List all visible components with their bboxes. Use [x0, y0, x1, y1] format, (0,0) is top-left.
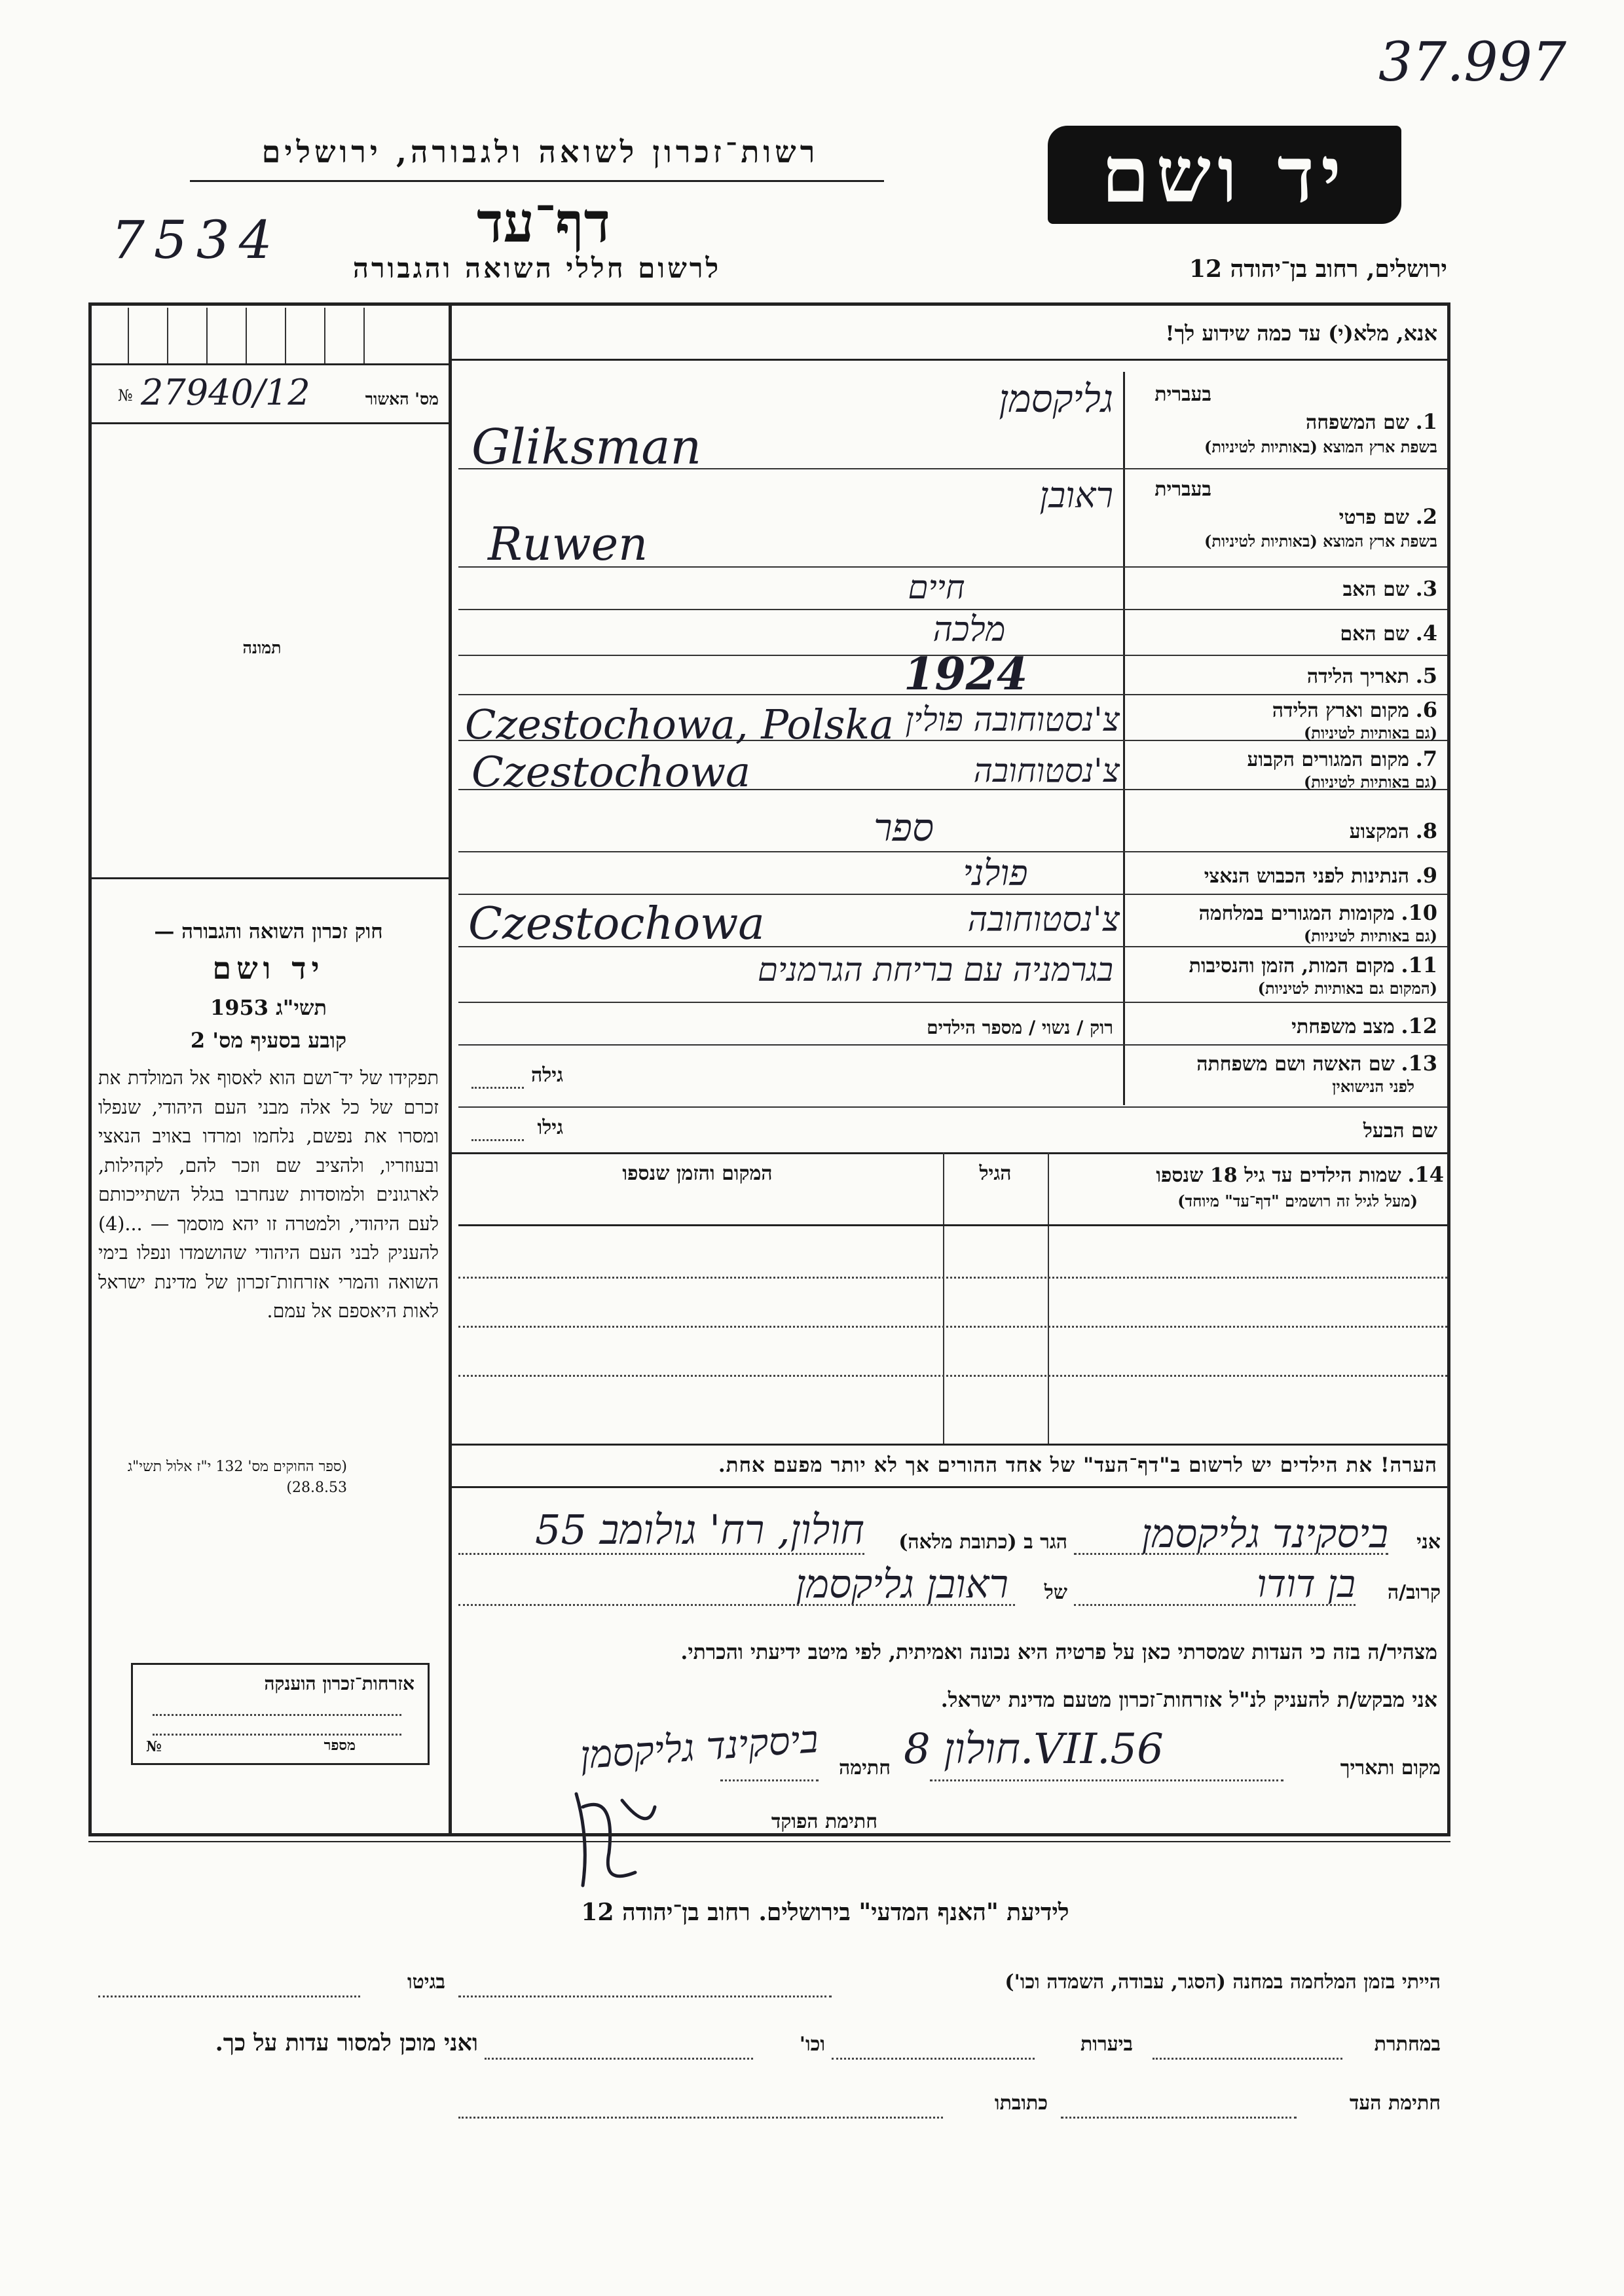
- approval-number: 27940/12: [141, 372, 310, 413]
- intro-text: אנא, מלא(י) עד כמה שידוע לך!: [1165, 321, 1437, 346]
- frame-bottom: [88, 1833, 1450, 1836]
- note-line: [452, 1486, 1449, 1488]
- firstname-hebrew-value: ראובן: [1039, 475, 1113, 516]
- frame-right: [1447, 302, 1450, 1834]
- footer-address-label: כתובתו: [994, 2092, 1048, 2115]
- declaration-line1: מצהיר/ה בזה כי העדות שמסרתי כאן על פרטיה היא נכונה ואמיתית, לפי מיטב ידיעתי והכרתי.: [680, 1640, 1437, 1664]
- field-2-sub: בשפת ארץ המוצא (באותיות לטיניות): [1204, 532, 1437, 551]
- field-3-label-text: שם האב: [1342, 578, 1410, 601]
- row-line: [458, 1106, 1447, 1108]
- wartime-residence-latin-value: Czestochowa: [468, 898, 765, 950]
- mother-name-value: מלכה: [932, 610, 1006, 649]
- field-1-label-text: שם המשפחה: [1306, 411, 1410, 434]
- footer-underground-label: במחתרת: [1374, 2033, 1441, 2056]
- birthplace-latin-value: Czestochowa, Polska: [465, 701, 894, 748]
- citizenship-title: אזרחות־זכרון הוענקה: [264, 1673, 415, 1694]
- footer-testimony: ואני מוכן למסור עדות על כך.: [215, 2030, 478, 2056]
- field-5-label-text: תאריך הלידה: [1306, 665, 1410, 688]
- children-sub: (מעל לגיל זה רושמים "דף־עד" מיוחד): [1177, 1192, 1418, 1211]
- field-13-label: [1133, 1051, 1437, 1076]
- field-13-dots: [471, 1087, 524, 1089]
- deceased-name: ראובן גליקסמן: [796, 1561, 1008, 1607]
- field-10-sub: (גם באותיות לטיניות): [1303, 926, 1437, 945]
- husband-label: שם הבעל: [1363, 1120, 1437, 1142]
- field-7-num: 7.: [1415, 746, 1437, 771]
- photo-box-bottom: [92, 877, 449, 879]
- tick: [206, 308, 208, 363]
- field-12-label-text: מצב משפחתי: [1291, 1015, 1395, 1038]
- address-dots: [458, 1553, 864, 1555]
- file-number: 7534: [111, 210, 282, 270]
- logo-text: יד ושם: [1101, 129, 1348, 220]
- field-12-label: [1133, 1013, 1437, 1038]
- field-13-sub: לפני הנישואין: [1332, 1077, 1414, 1096]
- row-line: [458, 1044, 1447, 1046]
- field-6-label: [1133, 697, 1437, 722]
- signature-value: ביסקינד גליקסמן: [578, 1716, 820, 1778]
- field-5-num: 5.: [1415, 663, 1437, 688]
- field-4-label: [1133, 621, 1437, 646]
- approval-label: מס' האשור: [365, 390, 439, 409]
- signature-label: חתימה: [839, 1757, 891, 1779]
- surname-hebrew-value: גליקסמן: [999, 376, 1113, 421]
- residence-hebrew-value: צ'נסטוחובה: [973, 752, 1120, 790]
- place-date-dots: [930, 1779, 1283, 1781]
- footer-forests-label: ביערות: [1080, 2033, 1133, 2056]
- footer-ghetto-label: בגיטו: [407, 1971, 445, 1994]
- field-8-num: 8.: [1415, 818, 1437, 843]
- citizenship-dots: [153, 1714, 401, 1716]
- tick: [324, 308, 325, 363]
- tick: [285, 308, 286, 363]
- law-body: תפקידו של יד־ושם הוא לאסוף אל המולדת את זכרם של כל אלה מבני העם היהודי, שנפלו ומסרו את נפשם, נלחמו ומרדו באויב הנאצי ובעוזריו, ולהציב שם וזכר להם, לקהילות, לארגונים ולמוסדות שנחרבו בגלל השתייכותם לעם היהודי, ולמטרה זו יהא מוסמך — ...(4) להעניק לבני העם היהודי שהושמדו ונפלו בימי השואה והמרי אזרחות־זכרון של מדינת ישראל לאות היאספם אל עמם.: [98, 1067, 439, 1322]
- field-9-label-text: הנתינות לפני הכבוש הנאצי: [1204, 865, 1410, 888]
- citizenship-dots: [153, 1734, 401, 1736]
- field-8-label: [1133, 818, 1437, 843]
- field-2-num: 2.: [1415, 504, 1437, 529]
- surname-latin-value: Gliksman: [471, 419, 702, 475]
- declaration-ani: אני: [1416, 1531, 1441, 1554]
- deceased-dots: [458, 1604, 1015, 1606]
- children-row-line: [458, 1326, 1447, 1328]
- declarant-name: ביסקינד גליקסמן: [1141, 1511, 1388, 1557]
- law-year: תשי"ג 1953: [210, 995, 327, 1020]
- occupation-value: ספר: [874, 805, 934, 850]
- header-address: ירושלים, רחוב בן־יהודה 12: [1189, 255, 1447, 283]
- field-9-num: 9.: [1415, 863, 1437, 888]
- intro-line: [452, 359, 1449, 361]
- field-3-label: [1133, 576, 1437, 601]
- declarant-dots: [1074, 1553, 1388, 1555]
- field-7-label-text: מקום המגורים הקבוע: [1247, 748, 1410, 771]
- field-6-label-text: מקום וארץ הלידה: [1272, 699, 1410, 722]
- field-9-label: [1133, 863, 1437, 888]
- field-4-num: 4.: [1415, 621, 1437, 646]
- children-col-place: המקום והזמן שנספו: [622, 1162, 773, 1185]
- place-date-value: חולון 8.VII.56: [904, 1725, 1164, 1774]
- husband-dots: [471, 1139, 524, 1141]
- label-col-divider: [1123, 372, 1125, 1105]
- field-7-sub: (גם באותיות לטיניות): [1303, 773, 1437, 792]
- firstname-latin-value: Ruwen: [488, 517, 648, 571]
- field-10-label-text: מקומות המגורים במלחמה: [1198, 902, 1395, 925]
- declaration-relative: קרוב/ה: [1387, 1581, 1441, 1604]
- declaration-resides: הגר ב (כתובת מלאה): [898, 1531, 1067, 1554]
- children-note: הערה! את הילדים יש לרשום ב"דף־העד" של אחד ההורים אך לא יותר מפעם אחת.: [718, 1453, 1437, 1477]
- field-11-sub: (המקום גם באותיות לטיניות): [1257, 979, 1437, 998]
- children-header-line: [458, 1224, 1447, 1226]
- children-col-divider: [943, 1152, 944, 1444]
- marital-status-options: רוק / נשוי / מספר הילדים: [927, 1017, 1113, 1038]
- footer-camp-text: הייתי בזמן המלחמה במחנה (הסגר, עבודה, השמדה וכו'): [1005, 1971, 1441, 1994]
- form-subtitle: לרשום חללי השואה והגבורה: [352, 252, 722, 284]
- field-12-num: 12.: [1401, 1013, 1437, 1038]
- signature-dots: [720, 1779, 819, 1781]
- footer-etc-dots: [485, 2058, 753, 2060]
- tick: [363, 308, 365, 363]
- field-5-label: [1133, 663, 1437, 688]
- left-col-divider: [449, 302, 452, 1834]
- footer-ghetto-dots: [98, 1995, 360, 1997]
- children-col-divider: [1048, 1152, 1049, 1444]
- children-col-age: הגיל: [979, 1162, 1012, 1185]
- children-title-text: שמות הילדים עד גיל 18 שנספו: [1156, 1164, 1401, 1187]
- field-6-num: 6.: [1415, 697, 1437, 722]
- footer-etc-label: וכו': [799, 2033, 825, 2056]
- children-title: [1051, 1162, 1444, 1187]
- officer-signature-mark: [563, 1781, 668, 1899]
- row-line: [458, 1002, 1447, 1003]
- residence-latin-value: Czestochowa: [471, 748, 751, 797]
- officer-label: חתימת הפוקד: [771, 1810, 877, 1833]
- frame-bottom-2: [88, 1841, 1450, 1842]
- field-1-num: 1.: [1415, 409, 1437, 434]
- field-11-label-text: מקום המות, הזמן והנסיבות: [1189, 955, 1395, 977]
- frame-left: [88, 302, 92, 1834]
- photo-label: תמונה: [242, 638, 282, 657]
- children-table-bottom: [452, 1444, 1449, 1446]
- citizenship-value: פולני: [963, 852, 1028, 894]
- declaration-shel: של: [1044, 1581, 1067, 1604]
- field-1-sub: בשפת ארץ המוצא (באותיות לטיניות): [1204, 437, 1437, 456]
- footer-camp-dots: [458, 1995, 832, 1997]
- footer-title: לידיעת "האנף המדעי" בירושלים. רחוב בן־יהודה 12: [581, 1899, 1069, 1926]
- footer-address-dots: [458, 2117, 943, 2119]
- logo: [1048, 126, 1401, 224]
- field-8-label-text: המקצוע: [1349, 820, 1410, 843]
- field-4-label-text: שם האם: [1340, 623, 1410, 646]
- row-line-heavy: [452, 1152, 1449, 1154]
- field-13-age-tag: גילה: [530, 1064, 563, 1087]
- husband-age-tag: גילו: [537, 1116, 563, 1139]
- field-3-num: 3.: [1415, 576, 1437, 601]
- tick: [128, 308, 129, 363]
- approval-box-bottom: [92, 422, 449, 424]
- row-line: [458, 894, 1447, 895]
- frame-top: [88, 302, 1450, 306]
- death-circumstances-value: בגרמניה עם בריחת הגרמנים: [757, 951, 1113, 989]
- field-2-heb-tag: בעברית: [1154, 478, 1211, 501]
- children-num: 14.: [1407, 1162, 1444, 1187]
- title-underline: [190, 180, 884, 182]
- declaration-line2: אני מבקש/ת להעניק לנ"ל אזרחות־זכרון מטעם מדינת ישראל.: [940, 1688, 1437, 1712]
- approval-no-sign: №: [118, 386, 133, 405]
- footer-witness-signature-label: חתימת העד: [1349, 2092, 1441, 2115]
- field-2-label-text: שם פרטי: [1338, 506, 1410, 529]
- field-1-label: [1133, 409, 1437, 434]
- field-10-label: [1133, 900, 1437, 925]
- form-title: דף־עד: [476, 190, 610, 255]
- children-row-line: [458, 1277, 1447, 1279]
- place-date-label: מקום ותאריך: [1340, 1757, 1441, 1779]
- field-7-label: [1133, 746, 1437, 771]
- law-name: יד ושם: [212, 951, 325, 986]
- citizenship-box: [131, 1663, 430, 1765]
- declarant-address: חולון, רח' גולומב 55: [535, 1506, 864, 1554]
- footer-underground-dots: [1153, 2058, 1342, 2060]
- field-2-label: [1133, 504, 1437, 529]
- birth-date-value: 1924: [904, 648, 1028, 701]
- father-name-value: חיים: [908, 568, 965, 606]
- field-11-label: [1133, 953, 1437, 977]
- field-11-num: 11.: [1401, 953, 1437, 977]
- wartime-residence-hebrew-value: צ'נסטוחובה: [967, 900, 1120, 939]
- field-1-heb-tag: בעברית: [1154, 383, 1211, 406]
- relation-value: בן דודו: [1257, 1561, 1356, 1606]
- children-row-line: [458, 1375, 1447, 1377]
- footer-witness-dots: [1061, 2117, 1297, 2119]
- relation-dots: [1074, 1604, 1356, 1606]
- authority-title: רשות־זכרון לשואה ולגבורה, ירושלים: [261, 134, 819, 170]
- field-10-num: 10.: [1401, 900, 1437, 925]
- footer-forests-dots: [832, 2058, 1035, 2060]
- archive-number: 37.997: [1378, 31, 1566, 94]
- field-13-num: 13.: [1401, 1051, 1437, 1076]
- citizenship-number-label: מספר: [323, 1737, 356, 1754]
- citizenship-no-sign: №: [146, 1738, 162, 1755]
- birthplace-hebrew-value: צ'נסטוחובה פולין: [905, 701, 1120, 738]
- approval-box-top: [92, 363, 449, 365]
- tick: [167, 308, 168, 363]
- field-13-label-text: שם האשה ושם משפחתה: [1196, 1053, 1395, 1076]
- field-6-sub: (גם באותיות לטיניות): [1303, 723, 1437, 742]
- law-title: חוק זכרון השואה והגבורה —: [154, 920, 383, 943]
- law-clause: קובע בסעיף מס' 2: [190, 1028, 347, 1053]
- tick: [246, 308, 247, 363]
- law-reference: (ספר החוקים מס' 132 י"ז אלול תשי"ג 28.8.53): [127, 1459, 347, 1496]
